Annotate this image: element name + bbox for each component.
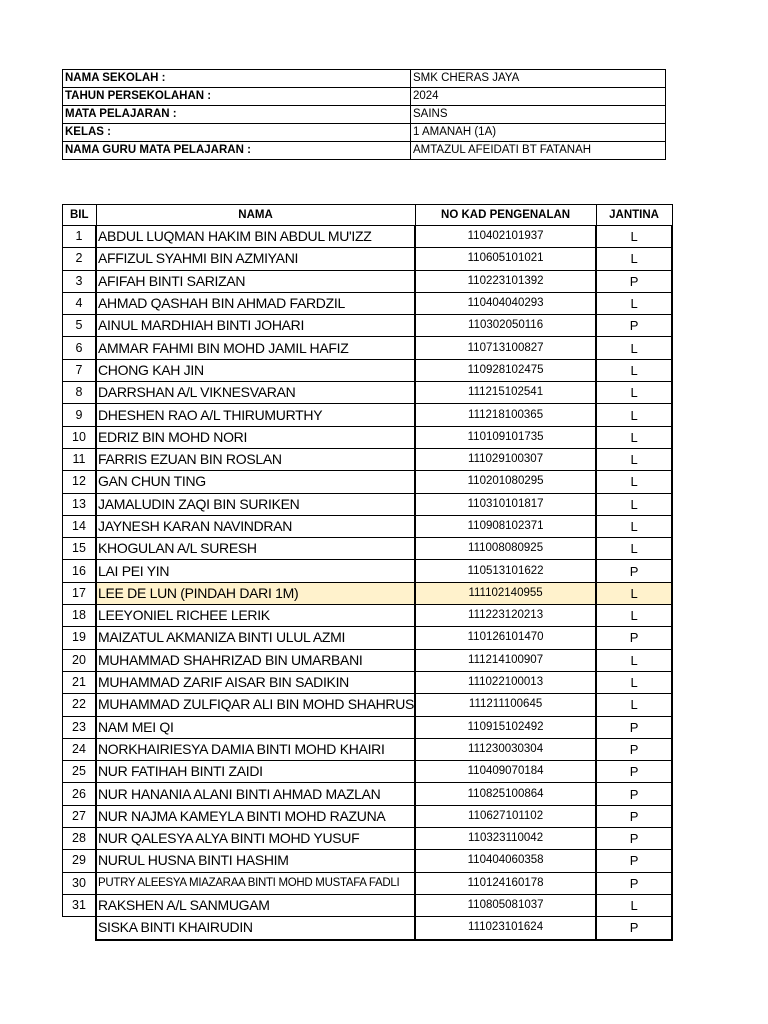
student-row — [63, 761, 673, 783]
student-gender: P — [596, 805, 672, 827]
student-bil: 23 — [63, 716, 97, 738]
student-name: AMMAR FAHMI BIN MOHD JAMIL HAFIZ — [96, 337, 415, 359]
student-gender: P — [596, 716, 672, 738]
student-bil: 13 — [63, 493, 97, 515]
student-bil — [63, 917, 97, 940]
student-name: MAIZATUL AKMANIZA BINTI ULUL AZMI — [96, 627, 415, 649]
column-header-nama: NAMA — [96, 205, 415, 226]
student-row — [63, 917, 673, 940]
student-row — [63, 894, 673, 916]
student-name: NAM MEI QI — [96, 716, 415, 738]
student-row — [63, 582, 673, 604]
student-bil: 29 — [63, 850, 97, 872]
student-row — [63, 404, 673, 426]
student-bil: 3 — [63, 270, 97, 292]
column-header-jantina: JANTINA — [596, 205, 672, 226]
student-bil: 25 — [63, 761, 97, 783]
student-row — [63, 292, 673, 314]
student-gender: L — [596, 471, 672, 493]
info-label: NAMA SEKOLAH : — [63, 70, 411, 88]
info-row — [63, 88, 666, 106]
student-name: JAMALUDIN ZAQI BIN SURIKEN — [96, 493, 415, 515]
student-gender: P — [596, 828, 672, 850]
student-row — [63, 850, 673, 872]
student-gender: L — [596, 359, 672, 381]
student-name: NUR FATIHAH BINTI ZAIDI — [96, 761, 415, 783]
student-bil: 14 — [63, 515, 97, 537]
student-row — [63, 694, 673, 716]
student-bil: 4 — [63, 292, 97, 314]
student-ic-number: 111029100307 — [415, 448, 596, 470]
student-name: DARRSHAN A/L VIKNESVARAN — [96, 382, 415, 404]
info-value: 2024 — [411, 88, 666, 106]
student-row — [63, 783, 673, 805]
student-ic-number: 111230030304 — [415, 738, 596, 760]
student-name: LEE DE LUN (PINDAH DARI 1M) — [96, 582, 415, 604]
student-name: LAI PEI YIN — [96, 560, 415, 582]
student-gender: L — [596, 382, 672, 404]
student-ic-number: 111218100365 — [415, 404, 596, 426]
student-name: DHESHEN RAO A/L THIRUMURTHY — [96, 404, 415, 426]
student-ic-number: 110409070184 — [415, 761, 596, 783]
student-bil: 15 — [63, 538, 97, 560]
student-bil: 28 — [63, 828, 97, 850]
student-name: GAN CHUN TING — [96, 471, 415, 493]
student-ic-number: 110223101392 — [415, 270, 596, 292]
info-label: MATA PELAJARAN : — [63, 106, 411, 124]
student-gender: P — [596, 850, 672, 872]
student-list-header — [63, 205, 673, 226]
student-row — [63, 649, 673, 671]
student-list-body — [63, 226, 673, 940]
student-gender: L — [596, 582, 672, 604]
student-row — [63, 671, 673, 693]
student-gender: P — [596, 270, 672, 292]
student-name: JAYNESH KARAN NAVINDRAN — [96, 515, 415, 537]
student-name: KHOGULAN A/L SURESH — [96, 538, 415, 560]
student-row — [63, 515, 673, 537]
student-row — [63, 538, 673, 560]
student-bil: 19 — [63, 627, 97, 649]
student-name: ABDUL LUQMAN HAKIM BIN ABDUL MU'IZZ — [96, 226, 415, 248]
student-name: NUR NAJMA KAMEYLA BINTI MOHD RAZUNA — [96, 805, 415, 827]
info-value: SAINS — [411, 106, 666, 124]
student-name: AHMAD QASHAH BIN AHMAD FARDZIL — [96, 292, 415, 314]
student-gender: L — [596, 292, 672, 314]
student-bil: 7 — [63, 359, 97, 381]
student-name: NUR HANANIA ALANI BINTI AHMAD MAZLAN — [96, 783, 415, 805]
student-bil: 20 — [63, 649, 97, 671]
student-gender: P — [596, 761, 672, 783]
student-ic-number: 110908102371 — [415, 515, 596, 537]
school-info-body — [63, 70, 666, 160]
student-bil: 17 — [63, 582, 97, 604]
student-bil: 11 — [63, 448, 97, 470]
student-ic-number: 110310101817 — [415, 493, 596, 515]
student-ic-number: 110404060358 — [415, 850, 596, 872]
student-name: NORKHAIRIESYA DAMIA BINTI MOHD KHAIRI — [96, 738, 415, 760]
student-name: SISKA BINTI KHAIRUDIN — [96, 917, 415, 940]
student-gender: L — [596, 671, 672, 693]
student-bil: 2 — [63, 248, 97, 270]
student-row — [63, 493, 673, 515]
student-row — [63, 448, 673, 470]
student-ic-number: 110825100864 — [415, 783, 596, 805]
student-name: CHONG KAH JIN — [96, 359, 415, 381]
student-row — [63, 828, 673, 850]
student-name: RAKSHEN A/L SANMUGAM — [96, 894, 415, 916]
student-bil: 18 — [63, 605, 97, 627]
student-row — [63, 315, 673, 337]
student-bil: 10 — [63, 426, 97, 448]
student-row — [63, 627, 673, 649]
student-name: NUR QALESYA ALYA BINTI MOHD YUSUF — [96, 828, 415, 850]
student-ic-number: 111022100013 — [415, 671, 596, 693]
student-gender: P — [596, 627, 672, 649]
student-ic-number: 111008080925 — [415, 538, 596, 560]
student-ic-number: 111023101624 — [415, 917, 596, 940]
column-header-bil: BIL — [63, 205, 97, 226]
student-gender: P — [596, 738, 672, 760]
student-gender: P — [596, 783, 672, 805]
student-name: EDRIZ BIN MOHD NORI — [96, 426, 415, 448]
student-bil: 1 — [63, 226, 97, 248]
info-value: 1 AMANAH (1A) — [411, 124, 666, 142]
student-ic-number: 110713100827 — [415, 337, 596, 359]
student-name: FARRIS EZUAN BIN ROSLAN — [96, 448, 415, 470]
student-ic-number: 110605101021 — [415, 248, 596, 270]
student-row — [63, 226, 673, 248]
student-bil: 6 — [63, 337, 97, 359]
student-ic-number: 111223120213 — [415, 605, 596, 627]
student-row — [63, 382, 673, 404]
student-row — [63, 872, 673, 894]
student-bil: 26 — [63, 783, 97, 805]
student-name: MUHAMMAD ZULFIQAR ALI BIN MOHD SHAHRUS — [96, 694, 415, 716]
student-gender: P — [596, 560, 672, 582]
student-gender: P — [596, 872, 672, 894]
student-name: PUTRY ALEESYA MIAZARAA BINTI MOHD MUSTAFA FADLI — [96, 872, 415, 894]
student-bil: 21 — [63, 671, 97, 693]
student-gender: L — [596, 493, 672, 515]
student-name: AINUL MARDHIAH BINTI JOHARI — [96, 315, 415, 337]
student-bil: 27 — [63, 805, 97, 827]
header-row — [63, 205, 673, 226]
student-ic-number: 110805081037 — [415, 894, 596, 916]
student-row — [63, 716, 673, 738]
student-row — [63, 337, 673, 359]
student-bil: 12 — [63, 471, 97, 493]
student-ic-number: 111211100645 — [415, 694, 596, 716]
student-name: MUHAMMAD SHAHRIZAD BIN UMARBANI — [96, 649, 415, 671]
student-row — [63, 738, 673, 760]
student-ic-number: 110201080295 — [415, 471, 596, 493]
student-row — [63, 605, 673, 627]
column-header-ic: NO KAD PENGENALAN — [415, 205, 596, 226]
student-bil: 16 — [63, 560, 97, 582]
student-ic-number: 110124160178 — [415, 872, 596, 894]
student-gender: L — [596, 448, 672, 470]
student-ic-number: 110513101622 — [415, 560, 596, 582]
student-gender: L — [596, 538, 672, 560]
info-row — [63, 70, 666, 88]
student-row — [63, 270, 673, 292]
student-ic-number: 110404040293 — [415, 292, 596, 314]
student-gender: L — [596, 426, 672, 448]
student-ic-number: 110915102492 — [415, 716, 596, 738]
student-ic-number: 110302050116 — [415, 315, 596, 337]
student-row — [63, 248, 673, 270]
info-label: TAHUN PERSEKOLAHAN : — [63, 88, 411, 106]
student-bil: 30 — [63, 872, 97, 894]
student-name: MUHAMMAD ZARIF AISAR BIN SADIKIN — [96, 671, 415, 693]
info-label: KELAS : — [63, 124, 411, 142]
student-bil: 5 — [63, 315, 97, 337]
student-row — [63, 560, 673, 582]
student-gender: P — [596, 315, 672, 337]
student-ic-number: 110126101470 — [415, 627, 596, 649]
student-ic-number: 110323110042 — [415, 828, 596, 850]
info-value: AMTAZUL AFEIDATI BT FATANAH — [411, 142, 666, 160]
student-ic-number: 111215102541 — [415, 382, 596, 404]
info-row — [63, 142, 666, 160]
student-gender: L — [596, 694, 672, 716]
student-ic-number: 110627101102 — [415, 805, 596, 827]
student-name: LEEYONIEL RICHEE LERIK — [96, 605, 415, 627]
student-ic-number: 110402101937 — [415, 226, 596, 248]
info-label: NAMA GURU MATA PELAJARAN : — [63, 142, 411, 160]
student-gender: L — [596, 404, 672, 426]
student-gender: L — [596, 649, 672, 671]
student-gender: L — [596, 515, 672, 537]
student-bil: 22 — [63, 694, 97, 716]
student-list-table — [62, 204, 673, 941]
student-gender: L — [596, 337, 672, 359]
student-name: NURUL HUSNA BINTI HASHIM — [96, 850, 415, 872]
student-ic-number: 111214100907 — [415, 649, 596, 671]
info-value: SMK CHERAS JAYA — [411, 70, 666, 88]
school-info-table — [62, 69, 666, 160]
student-gender: L — [596, 226, 672, 248]
student-name: AFFIZUL SYAHMI BIN AZMIYANI — [96, 248, 415, 270]
student-bil: 31 — [63, 894, 97, 916]
student-bil: 24 — [63, 738, 97, 760]
student-ic-number: 110928102475 — [415, 359, 596, 381]
student-gender: L — [596, 894, 672, 916]
student-bil: 8 — [63, 382, 97, 404]
student-gender: L — [596, 605, 672, 627]
info-row — [63, 124, 666, 142]
student-gender: P — [596, 917, 672, 940]
student-row — [63, 359, 673, 381]
student-row — [63, 426, 673, 448]
student-row — [63, 471, 673, 493]
student-ic-number: 111102140955 — [415, 582, 596, 604]
student-bil: 9 — [63, 404, 97, 426]
info-row — [63, 106, 666, 124]
student-ic-number: 110109101735 — [415, 426, 596, 448]
student-gender: L — [596, 248, 672, 270]
student-row — [63, 805, 673, 827]
student-name: AFIFAH BINTI SARIZAN — [96, 270, 415, 292]
